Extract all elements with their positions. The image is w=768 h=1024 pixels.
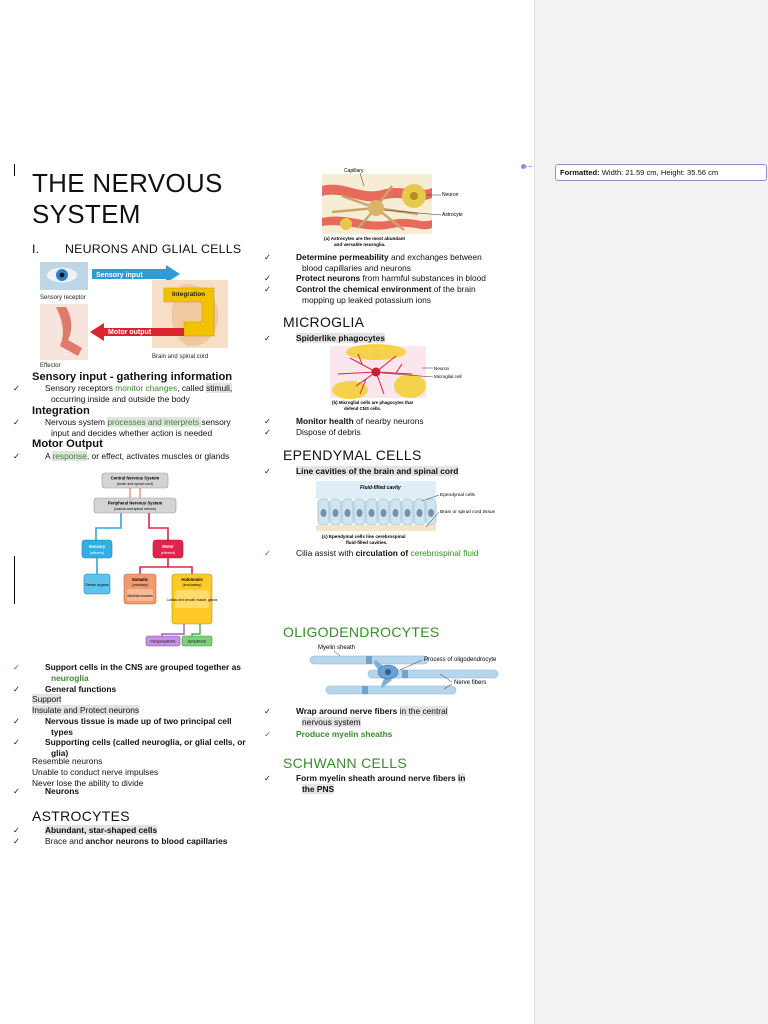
list-item: ✓ Brace and anchor neurons to blood capillaries [13, 836, 228, 846]
sensory-input-heading: Sensory input - gathering information [32, 371, 233, 383]
text-cursor [14, 164, 15, 176]
formatted-balloon[interactable]: Formatted: Width: 21.59 cm, Height: 35.56 cm [555, 164, 767, 181]
svg-text:(brain and spinal cord): (brain and spinal cord) [117, 482, 153, 486]
svg-text:Sensory: Sensory [88, 544, 106, 549]
ependymal-caption: (c) Ependymal cells line cerebrospinal [322, 534, 406, 539]
sensory-box [82, 540, 112, 558]
svg-text:Peripheral Nervous System: Peripheral Nervous System [107, 500, 163, 506]
astrocyte-caption: (a) Astrocytes are the most abundant [324, 236, 406, 241]
ependymal-cells-figure [316, 479, 496, 545]
oligodendrocytes-heading: OLIGODENDROCYTES [283, 624, 440, 640]
astrocytes-heading: ASTROCYTES [32, 808, 130, 824]
plain-text: Resemble neurons Unable to conduct nerve impulses Never lose the ability to divide [32, 756, 159, 788]
nervous-system-divisions-figure [76, 470, 216, 648]
label-ependymal-cells: Ependymal cells [440, 493, 475, 498]
list-item: ✓ Sensory receptors monitor changes, called stimuli, occurring inside and outside the body [13, 383, 233, 404]
list-item: ✓ Nervous tissue is made up of two principal cell types [13, 716, 232, 737]
list-item: ✓ Wrap around nerve fibers in the central nervous system [264, 706, 448, 727]
label-sensory-receptor: Sensory receptor [40, 295, 86, 301]
svg-text:Cardiac and smooth muscle, gla: Cardiac and smooth muscle, glands [166, 598, 218, 602]
list-item: ✓ Line cavities of the brain and spinal cord [264, 466, 459, 476]
ependymal-cells-heading: EPENDYMAL CELLS [283, 447, 422, 463]
svg-text:(involuntary): (involuntary) [182, 583, 202, 587]
svg-text:fluid-filled cavities.: fluid-filled cavities. [346, 540, 388, 545]
svg-text:defend CNS cells.: defend CNS cells. [344, 406, 382, 411]
svg-text:(voluntary): (voluntary) [131, 583, 149, 587]
list-item: ✓ Nervous system processes and interprets sensory input and decides whether action is needed [13, 417, 231, 438]
list-item: ✓ Produce myelin sheaths [264, 729, 393, 739]
svg-text:(cranial and spinal nerves): (cranial and spinal nerves) [113, 507, 157, 511]
plain-text: Support Insulate and Protect neurons [32, 694, 140, 715]
text-cursor [14, 556, 15, 604]
svg-text:Somatic: Somatic [131, 577, 149, 582]
svg-text:(efferent): (efferent) [160, 551, 176, 555]
svg-text:Skeletal muscles: Skeletal muscles [127, 594, 153, 598]
microglia-heading: MICROGLIA [283, 314, 365, 330]
section-heading: I. NEURONS AND GLIAL CELLS [32, 242, 242, 256]
svg-text:Motor: Motor [162, 544, 174, 549]
list-item: ✓ Form myelin sheath around nerve fibers in the PNS [264, 773, 466, 794]
svg-text:Sense organs: Sense organs [85, 583, 109, 587]
label-myelin-sheath: Myelin sheath [318, 645, 356, 651]
label-fluid-cavity: Fluid-filled cavity [360, 485, 401, 491]
list-item: ✓ Spiderlike phagocytes [264, 333, 385, 343]
nervous-system-overview-figure [38, 260, 228, 370]
list-item: ✓ Neurons [13, 786, 79, 796]
label-capillary: Capillary [344, 168, 364, 174]
markup-pane [534, 0, 768, 1024]
list-item: ✓ Determine permeability and exchanges between blood capillaries and neurons [264, 252, 482, 273]
list-item: ✓ Supporting cells (called neuroglia, or glial cells, or glia) [13, 737, 246, 758]
svg-text:Sympathetic: Sympathetic [187, 639, 207, 644]
svg-text:Autonomic: Autonomic [181, 577, 203, 582]
integration-heading: Integration [32, 405, 90, 417]
label-integration: Integration [172, 291, 206, 298]
list-item: ✓ Support cells in the CNS are grouped together as neuroglia [13, 662, 241, 683]
label-neuron: Neuron [434, 366, 450, 371]
list-item: ✓ Cilia assist with circulation of cerebrospinal fluid [264, 548, 479, 558]
motor-box [153, 540, 183, 558]
list-item: ✓ Protect neurons from harmful substances in blood [264, 273, 486, 283]
svg-text:and versatile neuroglia.: and versatile neuroglia. [334, 242, 386, 247]
oligodendrocyte-figure [306, 640, 506, 700]
microglia-figure [326, 346, 460, 412]
label-microglial-cell: Microglial cell [434, 374, 462, 379]
list-item: ✓ Monitor health of nearby neurons [264, 416, 424, 426]
astrocyte-figure [322, 166, 484, 250]
label-process: Process of oligodendrocyte [424, 657, 497, 663]
list-item: ✓ A response, or effect, activates muscles or glands [13, 451, 230, 461]
microglia-caption: (b) Microglial cells are phagocytes that [332, 400, 414, 405]
label-sensory-input: Sensory input [96, 272, 143, 279]
motor-output-heading: Motor Output [32, 438, 103, 450]
schwann-cells-heading: SCHWANN CELLS [283, 755, 407, 771]
list-item: ✓ Abundant, star-shaped cells [13, 825, 158, 835]
document-title: THE NERVOUS SYSTEM [32, 168, 223, 229]
svg-text:Parasympathetic: Parasympathetic [150, 639, 176, 644]
label-motor-output: Motor output [108, 329, 152, 336]
svg-text:Central Nervous System: Central Nervous System [110, 475, 160, 481]
label-neuron: Neuron [442, 192, 459, 198]
label-astrocyte: Astrocyte [442, 212, 463, 218]
label-brain-tissue: Brain or spinal cord tissue [440, 510, 496, 515]
label-nerve-fibers: Nerve fibers [454, 680, 487, 686]
svg-text:(afferent): (afferent) [89, 551, 105, 555]
label-brain-spinal-cord: Brain and spinal cord [152, 354, 209, 360]
list-item: ✓ Dispose of debris [264, 427, 361, 437]
label-effector: Effector [40, 363, 61, 369]
list-item: ✓ Control the chemical environment of the brain mopping up leaked potassium ions [264, 284, 476, 305]
list-item: ✓ General functions [13, 684, 117, 694]
